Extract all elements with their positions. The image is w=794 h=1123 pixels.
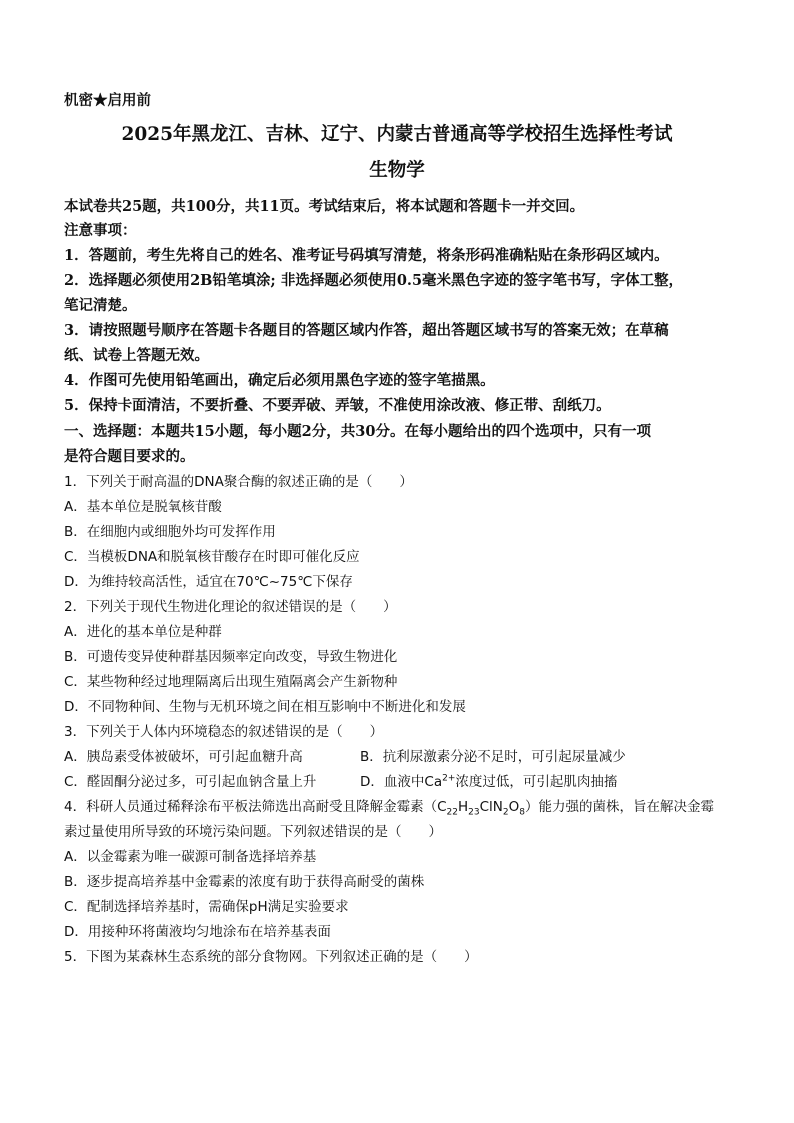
q1-option-a: A．基本单位是脱氧核苷酸 [64,499,222,515]
q2-option-a: A．进化的基本单位是种群 [64,624,222,640]
q2-option-d: D．不同物种间、生物与无机环境之间在相互影响中不断进化和发展 [64,699,466,715]
q1-option-d: D．为维持较高活性，适宜在70℃~75℃下保存 [64,574,353,590]
q4-stem-text: 4．科研人员通过稀释涂布平板法筛选出高耐受且降解金霉素（C [64,799,447,815]
formula-h: H [457,799,469,815]
note-item-5: 5．保持卡面清洁，不要折叠、不要弄破、弄皱，不准使用涂改液、修正带、刮纸刀。 [64,397,611,414]
formula-h-count: 23 [468,807,480,818]
formula-c-count: 22 [446,807,458,818]
q1-stem: 1．下列关于耐高温的DNA聚合酶的叙述正确的是（ ） [64,474,413,490]
q4-option-c: C．配制选择培养基时，需确保pH满足实验要求 [64,899,349,915]
formula-o: O [508,799,520,815]
q2-stem: 2．下列关于现代生物进化理论的叙述错误的是（ ） [64,599,397,615]
q4-stem-text-end: ）能力强的菌株，旨在解决金霉 [524,799,714,815]
q3-option-b: B．抗利尿激素分泌不足时，可引起尿量减少 [360,749,626,765]
q5-stem: 5．下图为某森林生态系统的部分食物网。下列叙述正确的是（ ） [64,949,478,965]
q3-option-a: A．胰岛素受体被破坏，可引起血糖升高 [64,749,303,765]
note-item-1: 1．答题前，考生先将自己的姓名、准考证号码填写清楚，将条形码准确粘贴在条形码区域内。 [64,247,669,264]
formula-o-count: 8 [519,807,525,818]
q1-option-b: B．在细胞内或细胞外均可发挥作用 [64,524,276,540]
note-item-3-cont: 纸、试卷上答题无效。 [64,347,209,364]
note-item-2: 2．选择题必须使用2B铅笔填涂; 非选择题必须使用0.5毫米黑色字迹的签字笔书写，字体工整， [64,272,684,289]
q4-stem [64,797,714,817]
exam-title: 2025年黑龙江、吉林、辽宁、内蒙古普通高等学校招生选择性考试 [121,124,673,145]
note-item-2-cont: 笔记清楚。 [64,297,137,314]
note-item-4: 4．作图可先使用铅笔画出，确定后必须用黑色字迹的签字笔描黑。 [64,372,495,389]
formula-n-count: 2 [502,807,509,818]
q4-option-d: D．用接种环将菌液均匀地涂布在培养基表面 [64,924,331,940]
q2-option-b: B．可遗传变异使种群基因频率定向改变，导致生物进化 [64,649,398,665]
section-heading-cont: 是符合题目要求的。 [64,448,195,465]
q3-option-c: C．醛固酮分泌过多，可引起血钠含量上升 [64,774,317,790]
confidential-label: 机密★启用前 [64,92,151,109]
calcium-charge: 2+ [442,773,456,784]
q3-option-d-text-end: 浓度过低，可引起肌肉抽搐 [455,774,618,790]
q2-option-c: C．某些物种经过地理隔离后出现生殖隔离会产生新物种 [64,674,398,690]
q3-stem: 3．下列关于人体内环境稳态的叙述错误的是（ ） [64,724,384,740]
exam-intro: 本试卷共25题，共100分，共11页。考试结束后，将本试题和答题卡一并交回。 [64,198,585,215]
q3-option-d-text: D．血液中Ca [360,774,443,790]
note-item-3: 3．请按照题号顺序在答题卡各题目的答题区域内作答，超出答题区域书写的答案无效；在草稿 [64,322,669,339]
q3-option-d [360,772,617,792]
subject-title: 生物学 [369,160,425,181]
q1-option-c: C．当模板DNA和脱氧核苷酸存在时即可催化反应 [64,549,360,565]
q4-stem-cont: 素过量使用所导致的环境污染问题。下列叙述错误的是（ ） [64,824,442,840]
section-heading: 一、选择题：本题共15小题，每小题2分，共30分。在每小题给出的四个选项中，只有一项 [64,423,651,440]
formula-cln: ClN [479,799,503,815]
q4-option-a: A．以金霉素为唯一碳源可制备选择培养基 [64,849,317,865]
notes-heading: 注意事项： [64,222,137,239]
q4-option-b: B．逐步提高培养基中金霉素的浓度有助于获得高耐受的菌株 [64,874,425,890]
